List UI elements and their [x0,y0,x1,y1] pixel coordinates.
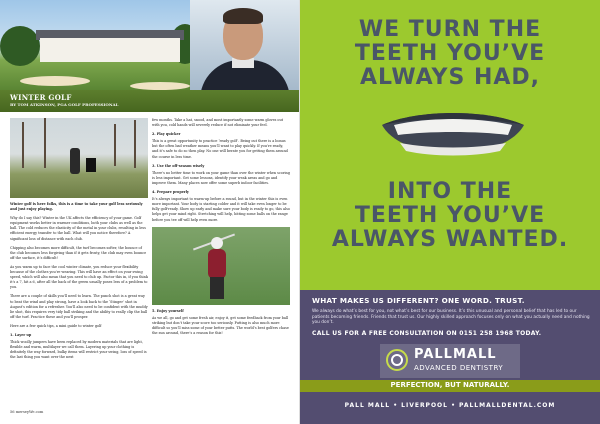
page-footer: 56 merseyWe.com [10,410,44,414]
winter-golfer-photo [10,118,148,198]
tip-heading: 5. Enjoy yourself [152,308,184,313]
article-byline: BY TOM ATKINSON, PGA GOLF PROFESSIONAL [10,102,119,107]
headline-top [300,18,600,90]
golfer-figure [70,148,80,174]
difference-title: WHAT MAKES US DIFFERENT? ONE WORD. TRUST. [312,296,525,305]
golfer-head [211,237,223,249]
difference-body: We always do what’s best for you, not what’s best for our business. It’s this unusual and personal belief that has led to our patients becoming friends. Friends that trust us. Our highly skilled approach focuses only on what you actually need and nothing you don’t. [312,309,590,326]
paragraph: There are a couple of skills you’ll need to learn. The punch shot is a great way to beat the wind and play strong, have a look back to the ‘Stinger’ shot in August’s edition for a refresher. You’ll also need to be confident with the muddy lie shot, this requires very tidy ball striking and the ability to really clip the ball off the turf. Practice these and you’ll prosper. [10,294,148,319]
tree-graphic [0,26,40,66]
paragraph: Chipping also becomes more difficult, the turf becomes softer, the bounce of the club becomes less forgiving than if it gets frosty, the club may even bounce off the surface, it’s difficult! [10,245,147,260]
headline-bottom [300,180,600,252]
headline-line: ALWAYS HAD, [359,65,541,90]
dental-advert [300,0,600,424]
portrait-hair [223,8,263,24]
smile-graphic [378,107,528,171]
photo-caption: Winter golf is here folks, this is a time to take your golf less seriously and just enjoy playing. [10,202,143,212]
headline-line: WE TURN THE [358,17,542,42]
bare-tree [114,124,116,166]
tip-heading: 3. Use the off-season wisely [152,163,205,168]
article-column-1 [10,118,148,364]
bare-tree [44,118,46,168]
tip-heading: 4. Prepare properly [152,190,189,195]
golf-trolley [86,158,96,172]
paragraph: Thick woolly jumpers have been replaced by modern materials that are light, flexible and warm, multilayer we call them. Layering up your clothing is definitely the way forward, bulky items will restrict your swing, loss of speed is the last thing you want over the next [10,340,147,360]
paragraph: There’s no better time to work on your game than over the winter when scoring is less important. Get some lessons, identify your weak areas and go and improve them. Many places now offer some superb indoor facilities. [152,170,290,185]
golfer-body [208,249,226,279]
paragraph: As we all, go and get some fresh air, enjoy it, get some feedback from your ball striking but don’t take your score too seriously. Putting is also much more difficult so you’ll miss some of your better putts. The world’s best golfers chase the sun around, there’s a reason for this! [152,315,289,335]
clubhouse [40,38,180,62]
headline-line: TEETH YOU’VE [354,41,546,66]
golfer-swing-photo [152,227,290,305]
author-portrait [190,0,300,100]
tagline: PERFECTION, BUT NATURALLY. [390,381,510,389]
brand-name: PALLMALL [414,347,497,362]
tip-heading: 1. Layer up [10,332,32,337]
brand-subtitle: ADVANCED DENTISTRY [414,364,504,372]
bare-tree [134,120,136,168]
call-to-action: CALL US FOR A FREE CONSULTATION ON 0151 258 1968 TODAY. [312,330,542,337]
bare-tree [22,122,24,168]
paragraph: As you warm up to face the cool winter climate, you reduce your flexibility because of the clothes you’re wearing. This will have an effect on your swing speed, which will also mean that you need to club up. Factor this in, if you think it’s a 7, hit a 6, after all the back of the green usually poses less of a problem to you. [10,264,148,290]
headline-line: ALWAYS WANTED. [331,227,569,252]
article-column-2 [152,118,290,340]
bunker [130,82,190,90]
paragraph: Why do I say this? Winter in the UK affects the efficiency of your game. Golf equipment works better in warmer conditions, both your clubs as well as the ball. The cold reduces the elasticity of the metal in your clubs, resulting in less efficient energy transfer to the ball. What will you notice therefore? A significant loss of distance with each club. [10,216,146,241]
locations-line: PALL MALL • LIVERPOOL • PALLMALLDENTAL.COM [344,402,556,409]
paragraph: This is a great opportunity to practice ‘ready golf’. Being out there is a bonus but the often bad weather means you’ll want to play quickly. If you’re ready, and it’s safe to do so then play. No one will berate you for getting them around the course in less time. [152,139,288,159]
tip-heading: 2. Play quicker [152,132,181,137]
pallmall-logo-icon [386,349,408,371]
paragraph: It’s always important to warm-up before a round, but in the winter this is even more important. Your body is starting colder and it will take even longer to be fully golf-ready. Show up early and make sure your body is ready to go, this also helps get your mind right. Stretching will help, hitting some balls on the range before you tee off will help even more. [152,197,290,222]
headline-line: TEETH YOU’VE [354,203,546,228]
paragraph: Here are a few quick tips, a mini guide to winter golf [10,323,102,328]
paragraph: few months. Take a hat, snood, and most importantly some warm gloves out with you, cold hands will severely reduce if not eliminate your feel. [152,118,284,128]
headline-line: INTO THE [387,179,513,204]
bunker [20,76,90,86]
article-title: WINTER GOLF [10,93,72,102]
golfer-legs [210,277,224,299]
